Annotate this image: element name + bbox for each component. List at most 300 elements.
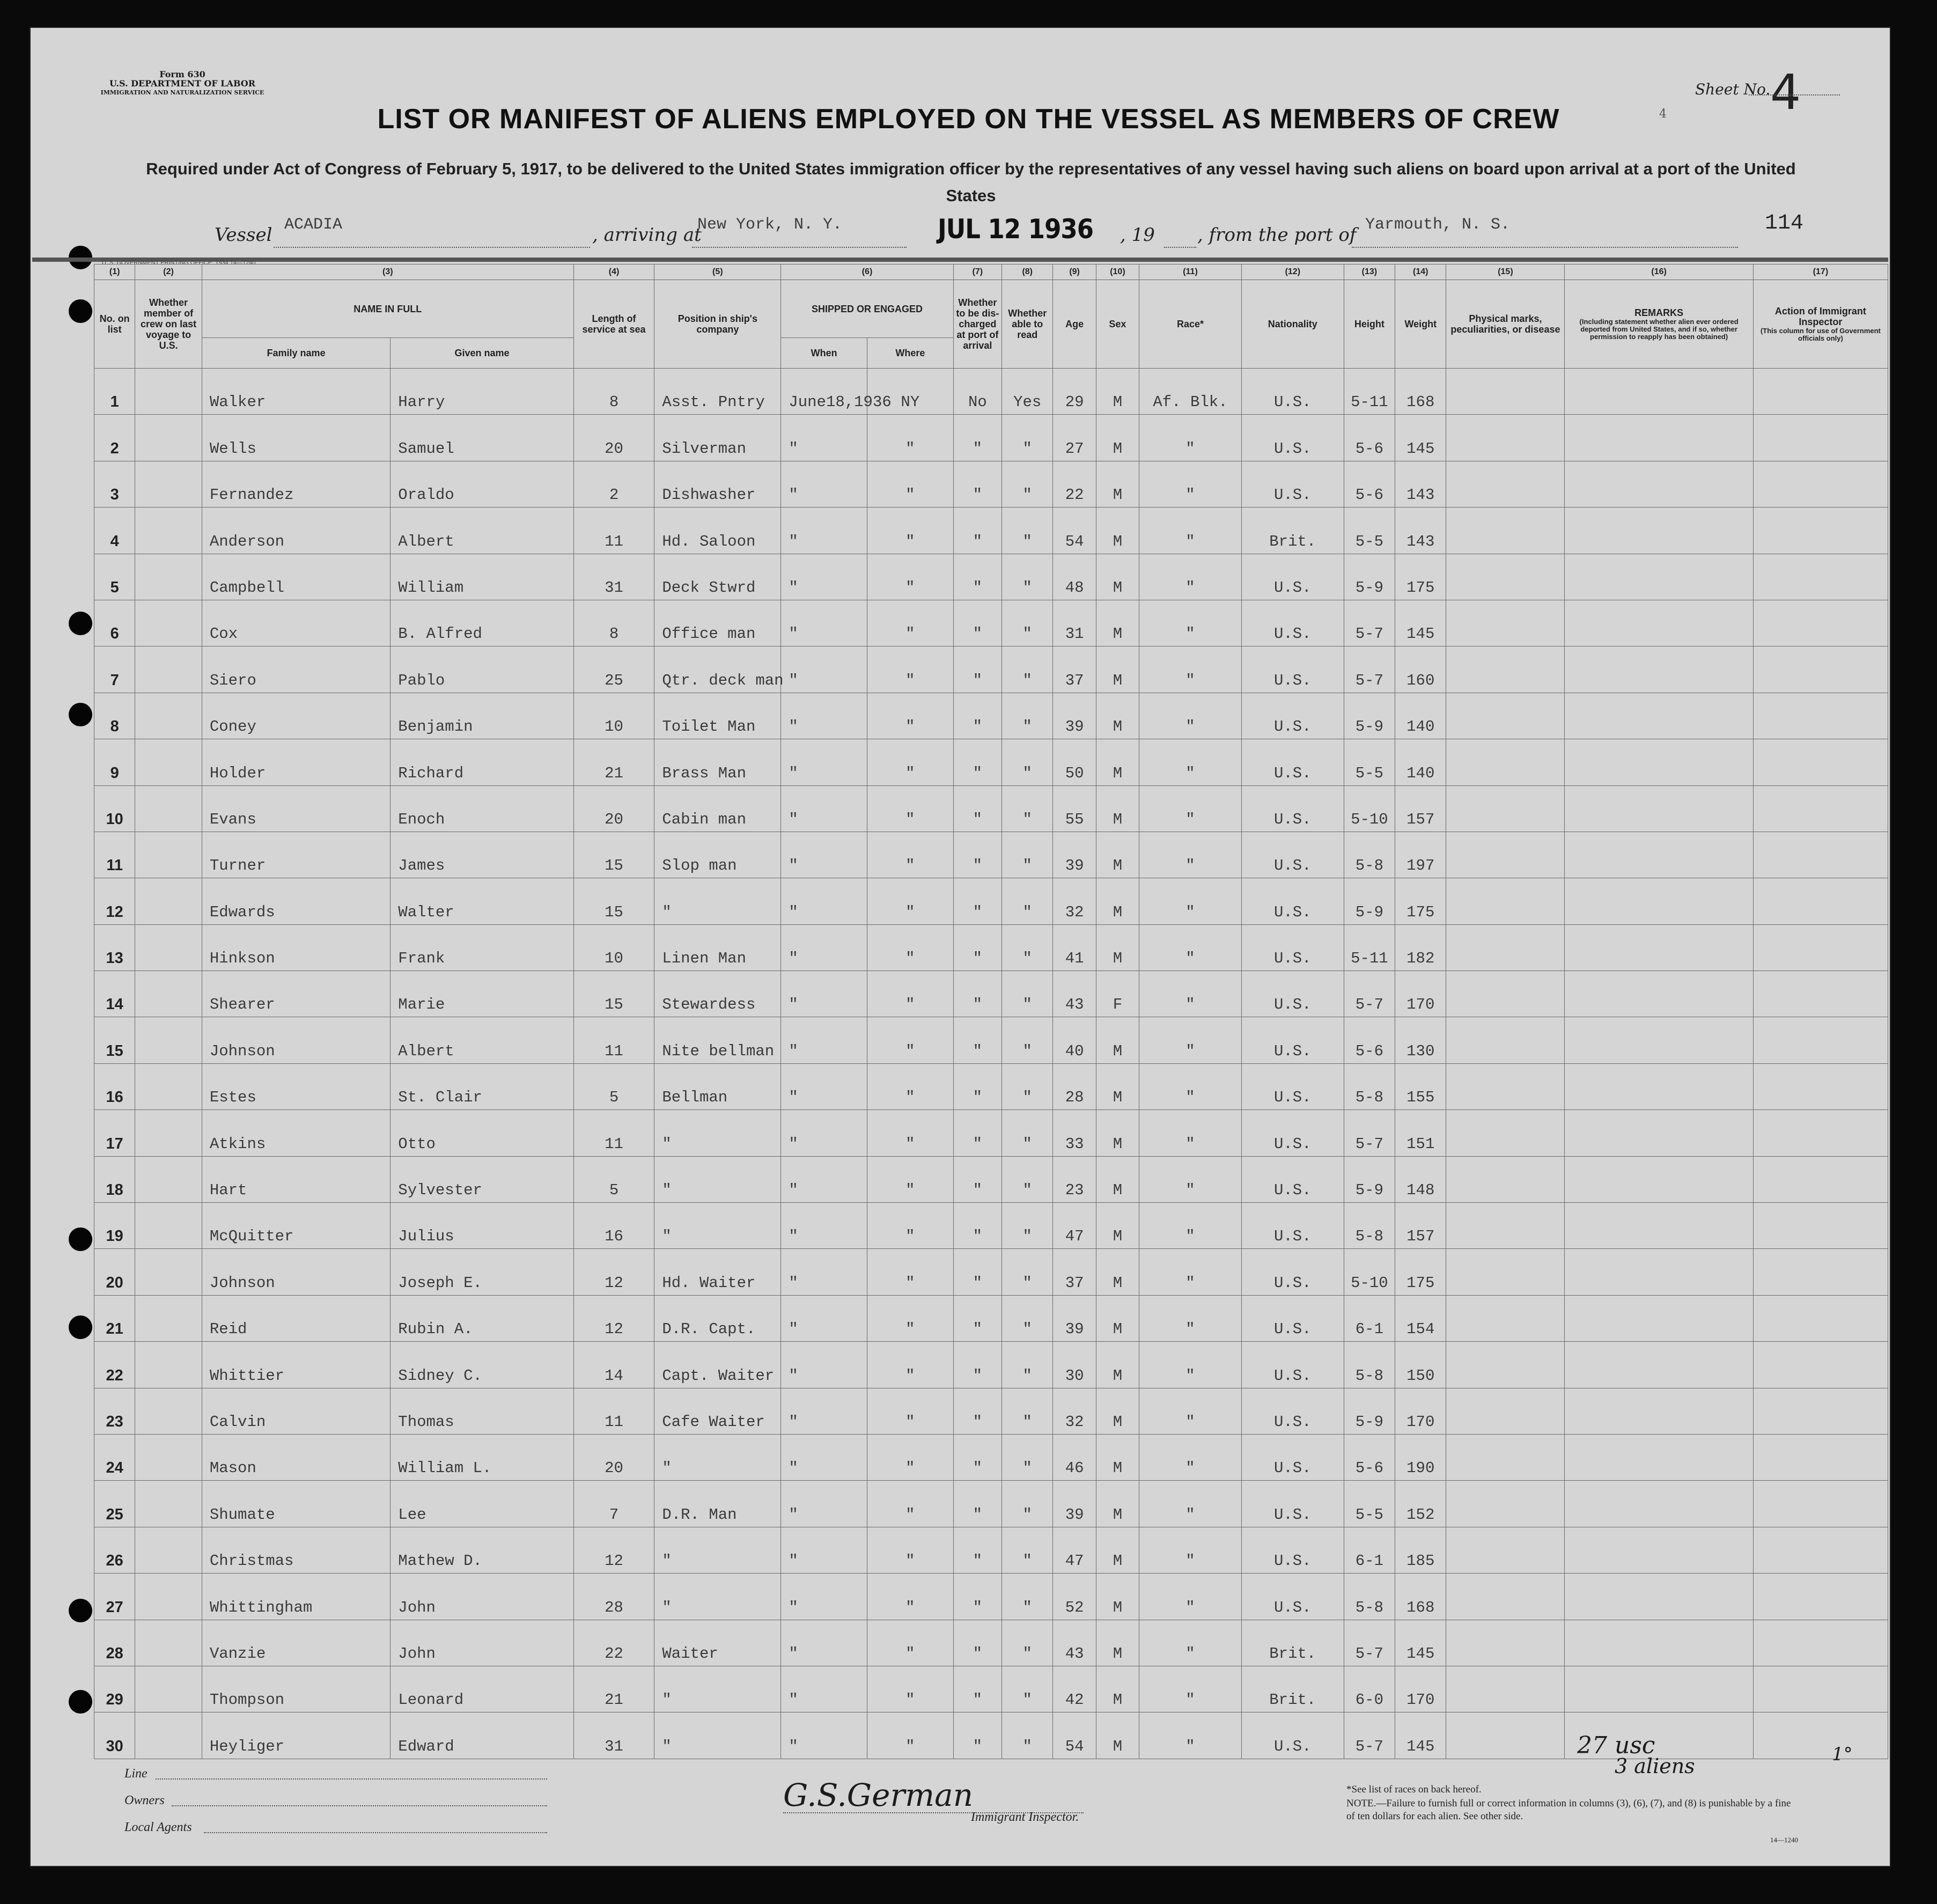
physical-marks-cell (1446, 646, 1565, 693)
height-cell: 5-7 (1344, 600, 1395, 646)
physical-marks-cell (1446, 1620, 1565, 1666)
when-cell: " (781, 971, 867, 1017)
race-cell: " (1139, 832, 1242, 878)
where-cell: " (867, 508, 954, 554)
race-cell: " (1139, 924, 1242, 971)
family-name-cell: Campbell (202, 554, 390, 600)
position-cell: D.R. Man (654, 1481, 781, 1527)
age-cell: 47 (1053, 1203, 1096, 1249)
inspector-action-cell (1753, 461, 1888, 507)
sex-cell: M (1096, 878, 1139, 924)
height-cell: 5-7 (1344, 1620, 1395, 1666)
family-name-cell: Walker (202, 369, 390, 415)
inspector-action-cell (1753, 1342, 1888, 1388)
family-name-cell: Christmas (202, 1527, 390, 1573)
family-name-cell: Evans (202, 785, 390, 832)
discharged-cell: " (953, 1203, 1001, 1249)
race-cell: " (1139, 1063, 1242, 1109)
table-row (94, 1527, 1888, 1573)
weight-cell: 157 (1395, 785, 1446, 832)
given-name-cell: Mathew D. (391, 1527, 573, 1573)
given-name-cell: Sylvester (391, 1156, 573, 1202)
sex-cell: M (1096, 1063, 1139, 1109)
when-cell: " (781, 461, 867, 507)
table-row (94, 1249, 1888, 1295)
service-cell: 31 (573, 554, 654, 600)
read-cell: " (1002, 1574, 1053, 1620)
weight-cell: 148 (1395, 1156, 1446, 1202)
service-cell: 8 (573, 600, 654, 646)
given-name-cell: John (391, 1574, 573, 1620)
vessel-label: Vessel (215, 224, 272, 246)
race-cell: " (1139, 600, 1242, 646)
age-cell: 27 (1053, 415, 1096, 461)
punch-hole (69, 1315, 92, 1339)
given-name-cell: William (391, 554, 573, 600)
position-cell: Bellman (654, 1063, 781, 1109)
inspector-action-cell (1753, 1388, 1888, 1434)
sex-cell: M (1096, 1203, 1139, 1249)
service-cell: 15 (573, 878, 654, 924)
age-cell: 32 (1053, 878, 1096, 924)
read-cell: " (1002, 1527, 1053, 1573)
age-cell: 43 (1053, 1620, 1096, 1666)
row-number: 12 (94, 878, 135, 924)
nationality-cell: U.S. (1241, 878, 1344, 924)
last-voyage-cell (135, 739, 202, 785)
year-line (1164, 247, 1196, 248)
physical-marks-cell (1446, 1063, 1565, 1109)
table-row (94, 1666, 1888, 1712)
service-cell: 28 (573, 1574, 654, 1620)
given-name-cell: Enoch (391, 785, 573, 832)
service-cell: 15 (573, 832, 654, 878)
read-cell: Yes (1002, 369, 1053, 415)
position-cell: Qtr. deck man (654, 646, 781, 693)
row-number: 27 (94, 1574, 135, 1620)
when-cell: " (781, 1712, 867, 1759)
owners-label: Owners (124, 1793, 165, 1807)
when-cell: " (781, 415, 867, 461)
inspector-label: Immigrant Inspector. (971, 1810, 1079, 1824)
from-port-line (1352, 247, 1738, 248)
given-name-cell: Leonard (391, 1666, 573, 1712)
nationality-cell: U.S. (1241, 1156, 1344, 1202)
weight-cell: 168 (1395, 369, 1446, 415)
sex-cell: M (1096, 832, 1139, 878)
given-name-cell: Oraldo (391, 461, 573, 507)
when-cell: " (781, 1388, 867, 1434)
sex-cell: M (1096, 1712, 1139, 1759)
inspector-action-cell (1753, 739, 1888, 785)
punch-hole (69, 703, 92, 726)
inspector-action-cell (1753, 1156, 1888, 1202)
inspector-action-cell (1753, 1017, 1888, 1063)
local-agents-label: Local Agents (124, 1820, 192, 1834)
arriving-port: New York, N. Y. (697, 216, 843, 234)
from-port-label: , from the port of (1197, 224, 1357, 246)
when-cell: " (781, 1481, 867, 1527)
colnum: (10) (1096, 264, 1139, 280)
position-cell: " (654, 1527, 781, 1573)
where-cell: " (867, 1203, 954, 1249)
last-voyage-cell (135, 785, 202, 832)
header-shipped-engaged: SHIPPED OR ENGAGED (781, 280, 953, 338)
nationality-cell: U.S. (1241, 600, 1344, 646)
last-voyage-cell (135, 1388, 202, 1434)
read-cell: " (1002, 1712, 1053, 1759)
service-cell: 5 (573, 1063, 654, 1109)
read-cell: " (1002, 924, 1053, 971)
inspector-action-cell (1753, 832, 1888, 878)
read-cell: " (1002, 785, 1053, 832)
race-cell: Af. Blk. (1139, 369, 1242, 415)
where-cell: " (867, 1574, 954, 1620)
family-name-cell: Fernandez (202, 461, 390, 507)
physical-marks-cell (1446, 1527, 1565, 1573)
remarks-cell (1565, 832, 1753, 878)
nationality-cell: U.S. (1241, 971, 1344, 1017)
age-cell: 33 (1053, 1110, 1096, 1156)
header-remarks (1565, 280, 1753, 369)
when-cell: " (781, 1434, 867, 1480)
vessel-name: ACADIA (284, 216, 343, 234)
inspector-action-cell (1753, 878, 1888, 924)
read-cell: " (1002, 1481, 1053, 1527)
row-number: 1 (94, 369, 135, 415)
race-cell: " (1139, 1295, 1242, 1341)
height-cell: 5-7 (1344, 1110, 1395, 1156)
discharged-cell: " (953, 508, 1001, 554)
position-cell: Slop man (654, 832, 781, 878)
family-name-cell: Edwards (202, 878, 390, 924)
service-cell: 10 (573, 693, 654, 739)
colnum: (1) (94, 264, 135, 280)
service-cell: 31 (573, 1712, 654, 1759)
last-voyage-cell (135, 693, 202, 739)
row-number: 14 (94, 971, 135, 1017)
when-cell: " (781, 1203, 867, 1249)
physical-marks-cell (1446, 878, 1565, 924)
row-number: 18 (94, 1156, 135, 1202)
race-cell: " (1139, 1666, 1242, 1712)
remarks-cell (1565, 1156, 1753, 1202)
last-voyage-cell (135, 832, 202, 878)
row-number: 24 (94, 1434, 135, 1480)
last-voyage-cell (135, 1156, 202, 1202)
row-number: 23 (94, 1388, 135, 1434)
sex-cell: M (1096, 1110, 1139, 1156)
height-cell: 5-5 (1344, 508, 1395, 554)
line-label: Line (124, 1767, 148, 1781)
physical-marks-cell (1446, 1156, 1565, 1202)
given-name-cell: Benjamin (391, 693, 573, 739)
read-cell: " (1002, 415, 1053, 461)
nationality-cell: U.S. (1241, 369, 1344, 415)
row-number: 28 (94, 1620, 135, 1666)
last-voyage-cell (135, 508, 202, 554)
printing-office: U. S. GOVERNMENT PRINTING OFFICE: 1934 14—1240 (102, 260, 256, 266)
last-voyage-cell (135, 971, 202, 1017)
service-cell: 22 (573, 1620, 654, 1666)
discharged-cell: " (953, 1620, 1001, 1666)
inspector-action-cell (1753, 369, 1888, 415)
age-cell: 54 (1053, 1712, 1096, 1759)
age-cell: 31 (1053, 600, 1096, 646)
age-cell: 54 (1053, 508, 1096, 554)
sex-cell: M (1096, 1295, 1139, 1341)
punch-hole (69, 1227, 92, 1251)
weight-cell: 157 (1395, 1203, 1446, 1249)
read-cell: " (1002, 600, 1053, 646)
height-cell: 5-8 (1344, 832, 1395, 878)
nationality-cell: U.S. (1241, 1712, 1344, 1759)
age-cell: 50 (1053, 739, 1096, 785)
corner-mark: 1° (1832, 1744, 1853, 1765)
inspector-action-cell (1753, 554, 1888, 600)
service-cell: 15 (573, 971, 654, 1017)
page-subtitle: Required under Act of Congress of February 5, 1917, to be delivered to the United States immigration officer by the representatives of any vessel having such aliens on board upon arrival at a port of the United States (146, 159, 1796, 205)
sex-cell: M (1096, 369, 1139, 415)
when-cell: " (781, 1342, 867, 1388)
physical-marks-cell (1446, 369, 1565, 415)
family-name-cell: Hart (202, 1156, 390, 1202)
nationality-cell: U.S. (1241, 1063, 1344, 1109)
table-row (94, 832, 1888, 878)
inspector-action-cell (1753, 600, 1888, 646)
discharged-cell: " (953, 1527, 1001, 1573)
physical-marks-cell (1446, 1295, 1565, 1341)
discharged-cell: " (953, 878, 1001, 924)
read-cell: " (1002, 1249, 1053, 1295)
weight-cell: 151 (1395, 1110, 1446, 1156)
discharged-cell: " (953, 1295, 1001, 1341)
given-name-cell: Joseph E. (391, 1249, 573, 1295)
inspector-action-cell (1753, 971, 1888, 1017)
position-cell: Cafe Waiter (654, 1388, 781, 1434)
header-age: Age (1053, 280, 1096, 369)
nationality-cell: Brit. (1241, 1666, 1344, 1712)
sex-cell: M (1096, 1620, 1139, 1666)
height-cell: 6-0 (1344, 1666, 1395, 1712)
header-length-service: Length of service at sea (573, 280, 654, 369)
last-voyage-cell (135, 415, 202, 461)
when-cell: " (781, 693, 867, 739)
service-cell: 14 (573, 1342, 654, 1388)
physical-marks-cell (1446, 1388, 1565, 1434)
sex-cell: M (1096, 1481, 1139, 1527)
last-voyage-cell (135, 924, 202, 971)
nationality-cell: U.S. (1241, 646, 1344, 693)
where-cell: NY (867, 369, 954, 415)
position-cell: " (654, 878, 781, 924)
year-label: , 19 (1120, 224, 1155, 246)
crew-body (94, 369, 1888, 1759)
colnum: (6) (781, 264, 953, 280)
table-row (94, 1063, 1888, 1109)
family-name-cell: Estes (202, 1063, 390, 1109)
race-cell: " (1139, 1249, 1242, 1295)
where-cell: " (867, 971, 954, 1017)
colnum: (17) (1753, 264, 1888, 280)
given-name-cell: Harry (391, 369, 573, 415)
sex-cell: M (1096, 600, 1139, 646)
inspector-action-cell (1753, 1203, 1888, 1249)
row-number: 7 (94, 646, 135, 693)
service-cell: 7 (573, 1481, 654, 1527)
position-cell: Stewardess (654, 971, 781, 1017)
sex-cell: M (1096, 1434, 1139, 1480)
table-row (94, 1110, 1888, 1156)
given-name-cell: Pablo (391, 646, 573, 693)
service-cell: 20 (573, 415, 654, 461)
department-name: U.S. DEPARTMENT OF LABOR (109, 78, 256, 89)
remarks-cell (1565, 1017, 1753, 1063)
table-row (94, 1203, 1888, 1249)
sex-cell: M (1096, 785, 1139, 832)
punch-hole (69, 299, 92, 323)
physical-marks-cell (1446, 508, 1565, 554)
when-cell: " (781, 646, 867, 693)
physical-marks-cell (1446, 739, 1565, 785)
race-cell: " (1139, 1527, 1242, 1573)
colnum: (2) (135, 264, 202, 280)
last-voyage-cell (135, 1249, 202, 1295)
colnum: (13) (1344, 264, 1395, 280)
discharged-cell: " (953, 1666, 1001, 1712)
header-height: Height (1344, 280, 1395, 369)
family-name-cell: Whittingham (202, 1574, 390, 1620)
header-when: When (781, 338, 867, 369)
service-cell: 16 (573, 1203, 654, 1249)
remarks-cell (1565, 508, 1753, 554)
age-cell: 42 (1053, 1666, 1096, 1712)
age-cell: 55 (1053, 785, 1096, 832)
table-row (94, 1342, 1888, 1388)
where-cell: " (867, 1620, 954, 1666)
header-no-on-list: No. on list (94, 280, 135, 369)
inspector-action-cell (1753, 1574, 1888, 1620)
given-name-cell: St. Clair (391, 1063, 573, 1109)
remarks-cell (1565, 600, 1753, 646)
row-number: 30 (94, 1712, 135, 1759)
given-name-cell: Frank (391, 924, 573, 971)
colnum: (12) (1241, 264, 1344, 280)
inspector-action-cell (1753, 1434, 1888, 1480)
sex-cell: F (1096, 971, 1139, 1017)
where-cell: " (867, 415, 954, 461)
nationality-cell: Brit. (1241, 508, 1344, 554)
last-voyage-cell (135, 1017, 202, 1063)
family-name-cell: Cox (202, 600, 390, 646)
position-cell: " (654, 1203, 781, 1249)
header-position: Position in ship's company (654, 280, 781, 369)
family-name-cell: Shearer (202, 971, 390, 1017)
nationality-cell: U.S. (1241, 924, 1344, 971)
colnum: (14) (1395, 264, 1446, 280)
family-name-cell: McQuitter (202, 1203, 390, 1249)
remarks-cell (1565, 1110, 1753, 1156)
race-cell: " (1139, 971, 1242, 1017)
physical-marks-cell (1446, 832, 1565, 878)
physical-marks-cell (1446, 1249, 1565, 1295)
table-row (94, 1388, 1888, 1434)
inspector-action-cell (1753, 1481, 1888, 1527)
read-cell: " (1002, 1156, 1053, 1202)
where-cell: " (867, 878, 954, 924)
table-row (94, 1574, 1888, 1620)
header-family-name: Family name (202, 338, 390, 369)
family-name-cell: Thompson (202, 1666, 390, 1712)
position-cell: " (654, 1712, 781, 1759)
table-row (94, 554, 1888, 600)
date-stamp: JUL 12 1936 (938, 214, 1094, 245)
row-number: 13 (94, 924, 135, 971)
colnum: (8) (1002, 264, 1053, 280)
age-cell: 48 (1053, 554, 1096, 600)
height-cell: 5-9 (1344, 693, 1395, 739)
given-name-cell: Samuel (391, 415, 573, 461)
weight-cell: 182 (1395, 924, 1446, 971)
service-cell: 10 (573, 924, 654, 971)
position-cell: Cabin man (654, 785, 781, 832)
family-name-cell: Whittier (202, 1342, 390, 1388)
last-voyage-cell (135, 1434, 202, 1480)
nationality-cell: U.S. (1241, 832, 1344, 878)
service-cell: 12 (573, 1249, 654, 1295)
position-cell: Asst. Pntry (654, 369, 781, 415)
row-number: 21 (94, 1295, 135, 1341)
nationality-cell: Brit. (1241, 1620, 1344, 1666)
inspector-action-cell (1753, 1527, 1888, 1573)
race-cell: " (1139, 1481, 1242, 1527)
sex-cell: M (1096, 924, 1139, 971)
physical-marks-cell (1446, 1666, 1565, 1712)
colnum: (9) (1053, 264, 1096, 280)
inspector-action-cell (1753, 924, 1888, 971)
inspector-action-cell (1753, 785, 1888, 832)
family-name-cell: Calvin (202, 1388, 390, 1434)
when-cell: " (781, 1110, 867, 1156)
remarks-cell (1565, 1342, 1753, 1388)
discharged-cell: " (953, 739, 1001, 785)
row-number: 19 (94, 1203, 135, 1249)
read-cell: " (1002, 1434, 1053, 1480)
inspector-action-note: (This column for use of Government officials only) (1760, 327, 1881, 342)
position-cell: Office man (654, 600, 781, 646)
table-row (94, 461, 1888, 507)
position-cell: Brass Man (654, 739, 781, 785)
discharged-cell: " (953, 785, 1001, 832)
discharged-cell: " (953, 1712, 1001, 1759)
height-cell: 6-1 (1344, 1527, 1395, 1573)
last-voyage-cell (135, 1620, 202, 1666)
given-name-cell: William L. (391, 1434, 573, 1480)
height-cell: 5-8 (1344, 1574, 1395, 1620)
service-cell: 20 (573, 785, 654, 832)
header-where: Where (867, 338, 954, 369)
discharged-cell: " (953, 1342, 1001, 1388)
when-cell: " (781, 554, 867, 600)
weight-cell: 170 (1395, 1666, 1446, 1712)
row-number: 4 (94, 508, 135, 554)
when-cell: " (781, 785, 867, 832)
read-cell: " (1002, 1295, 1053, 1341)
physical-marks-cell (1446, 600, 1565, 646)
race-cell: " (1139, 1110, 1242, 1156)
position-cell: Nite bellman (654, 1017, 781, 1063)
punch-hole (69, 1690, 92, 1714)
